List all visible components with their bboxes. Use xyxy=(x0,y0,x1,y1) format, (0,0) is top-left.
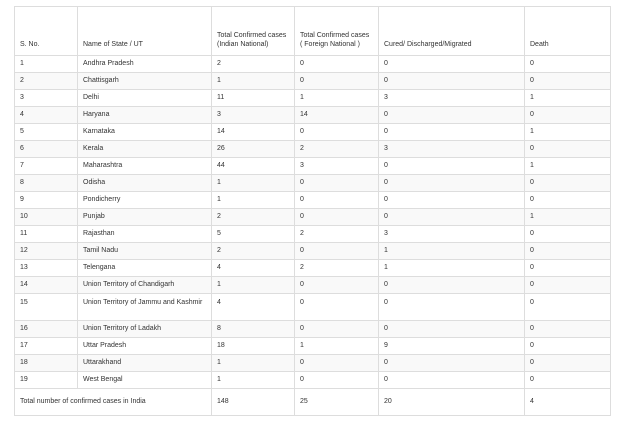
cell-death: 0 xyxy=(525,226,611,243)
cell-indian-cases: 44 xyxy=(212,158,295,175)
cell-cured: 0 xyxy=(379,56,525,73)
cell-indian-cases: 26 xyxy=(212,141,295,158)
cell-foreign-cases: 0 xyxy=(295,294,379,321)
cell-cured: 0 xyxy=(379,277,525,294)
cell-foreign-cases: 0 xyxy=(295,209,379,226)
cell-cured: 0 xyxy=(379,355,525,372)
cell-indian-cases: 11 xyxy=(212,90,295,107)
cell-sno: 15 xyxy=(15,294,78,321)
cell-state: Pondicherry xyxy=(78,192,212,209)
cell-death: 1 xyxy=(525,90,611,107)
table-row xyxy=(15,277,611,294)
cell-sno: 19 xyxy=(15,372,78,389)
cell-death: 0 xyxy=(525,243,611,260)
cell-cured: 0 xyxy=(379,209,525,226)
cell-indian-cases: 14 xyxy=(212,124,295,141)
cell-cured: 0 xyxy=(379,158,525,175)
cell-indian-cases: 2 xyxy=(212,243,295,260)
cell-sno: 9 xyxy=(15,192,78,209)
cell-cured: 1 xyxy=(379,243,525,260)
cell-indian-cases: 18 xyxy=(212,338,295,355)
cell-indian-cases: 4 xyxy=(212,294,295,321)
cell-foreign-cases: 0 xyxy=(295,192,379,209)
cell-state: Maharashtra xyxy=(78,158,212,175)
table-row xyxy=(15,56,611,73)
cell-state: Punjab xyxy=(78,209,212,226)
cases-table-container xyxy=(14,6,610,416)
cell-death: 0 xyxy=(525,355,611,372)
cell-sno: 1 xyxy=(15,56,78,73)
table-row xyxy=(15,73,611,90)
header-state: Name of State / UT xyxy=(78,7,212,56)
cell-state: Uttarakhand xyxy=(78,355,212,372)
cell-state: Andhra Pradesh xyxy=(78,56,212,73)
table-row xyxy=(15,107,611,124)
total-row xyxy=(15,389,611,416)
header-sno: S. No. xyxy=(15,7,78,56)
cell-state: Delhi xyxy=(78,90,212,107)
cell-death: 1 xyxy=(525,209,611,226)
cell-foreign-cases: 1 xyxy=(295,338,379,355)
cell-cured: 0 xyxy=(379,372,525,389)
cell-state: Telengana xyxy=(78,260,212,277)
cell-sno: 6 xyxy=(15,141,78,158)
cell-indian-cases: 1 xyxy=(212,73,295,90)
cell-cured: 0 xyxy=(379,73,525,90)
cell-state: Union Territory of Ladakh xyxy=(78,321,212,338)
cell-death: 0 xyxy=(525,294,611,321)
cell-sno: 3 xyxy=(15,90,78,107)
table-header xyxy=(15,7,611,56)
cell-cured: 9 xyxy=(379,338,525,355)
cell-sno: 5 xyxy=(15,124,78,141)
cell-sno: 18 xyxy=(15,355,78,372)
total-label: Total number of confirmed cases in India xyxy=(15,389,212,416)
cell-indian-cases: 1 xyxy=(212,372,295,389)
table-row xyxy=(15,209,611,226)
table-row xyxy=(15,90,611,107)
total-cured: 20 xyxy=(379,389,525,416)
cell-foreign-cases: 2 xyxy=(295,260,379,277)
cell-state: Union Territory of Chandigarh xyxy=(78,277,212,294)
header-indian-cases: Total Confirmed cases (Indian National) xyxy=(212,7,295,56)
cell-foreign-cases: 0 xyxy=(295,277,379,294)
cell-death: 0 xyxy=(525,107,611,124)
cell-sno: 14 xyxy=(15,277,78,294)
cell-cured: 3 xyxy=(379,90,525,107)
cell-indian-cases: 2 xyxy=(212,56,295,73)
cell-state: Haryana xyxy=(78,107,212,124)
cell-sno: 10 xyxy=(15,209,78,226)
cell-indian-cases: 1 xyxy=(212,175,295,192)
cell-sno: 4 xyxy=(15,107,78,124)
cell-foreign-cases: 0 xyxy=(295,56,379,73)
table-footer xyxy=(15,389,611,416)
cell-foreign-cases: 14 xyxy=(295,107,379,124)
cell-foreign-cases: 2 xyxy=(295,226,379,243)
cell-death: 0 xyxy=(525,56,611,73)
total-indian-cases: 148 xyxy=(212,389,295,416)
cell-indian-cases: 2 xyxy=(212,209,295,226)
cell-sno: 2 xyxy=(15,73,78,90)
table-row xyxy=(15,355,611,372)
cell-indian-cases: 1 xyxy=(212,277,295,294)
cell-state: Uttar Pradesh xyxy=(78,338,212,355)
cell-indian-cases: 4 xyxy=(212,260,295,277)
cell-sno: 8 xyxy=(15,175,78,192)
cell-state: Karnataka xyxy=(78,124,212,141)
table-row xyxy=(15,243,611,260)
cell-foreign-cases: 3 xyxy=(295,158,379,175)
cell-death: 0 xyxy=(525,175,611,192)
cell-foreign-cases: 0 xyxy=(295,73,379,90)
cell-foreign-cases: 0 xyxy=(295,124,379,141)
cell-death: 0 xyxy=(525,277,611,294)
cell-cured: 3 xyxy=(379,141,525,158)
cell-death: 0 xyxy=(525,338,611,355)
cell-cured: 0 xyxy=(379,175,525,192)
cell-cured: 0 xyxy=(379,107,525,124)
table-row xyxy=(15,372,611,389)
table-row xyxy=(15,338,611,355)
table-row xyxy=(15,226,611,243)
table-row xyxy=(15,260,611,277)
cell-death: 0 xyxy=(525,73,611,90)
cell-foreign-cases: 0 xyxy=(295,372,379,389)
table-row xyxy=(15,175,611,192)
total-death: 4 xyxy=(525,389,611,416)
table-row xyxy=(15,141,611,158)
table-body xyxy=(15,56,611,389)
cell-foreign-cases: 0 xyxy=(295,175,379,192)
cell-indian-cases: 3 xyxy=(212,107,295,124)
cell-state: Kerala xyxy=(78,141,212,158)
covid-cases-table xyxy=(14,6,611,416)
cell-death: 0 xyxy=(525,141,611,158)
table-row xyxy=(15,294,611,321)
cell-cured: 0 xyxy=(379,321,525,338)
cell-state: Tamil Nadu xyxy=(78,243,212,260)
cell-state: Union Territory of Jammu and Kashmir xyxy=(78,294,212,321)
cell-cured: 0 xyxy=(379,124,525,141)
cell-foreign-cases: 0 xyxy=(295,321,379,338)
cell-sno: 16 xyxy=(15,321,78,338)
header-foreign-cases: Total Confirmed cases ( Foreign National ) xyxy=(295,7,379,56)
table-row xyxy=(15,124,611,141)
header-death: Death xyxy=(525,7,611,56)
cell-sno: 13 xyxy=(15,260,78,277)
cell-indian-cases: 5 xyxy=(212,226,295,243)
cell-state: West Bengal xyxy=(78,372,212,389)
cell-foreign-cases: 0 xyxy=(295,243,379,260)
cell-death: 1 xyxy=(525,158,611,175)
table-row xyxy=(15,192,611,209)
cell-death: 1 xyxy=(525,124,611,141)
table-row xyxy=(15,158,611,175)
header-row xyxy=(15,7,611,56)
cell-death: 0 xyxy=(525,260,611,277)
cell-state: Rajasthan xyxy=(78,226,212,243)
cell-foreign-cases: 0 xyxy=(295,355,379,372)
cell-sno: 17 xyxy=(15,338,78,355)
cell-cured: 3 xyxy=(379,226,525,243)
cell-indian-cases: 8 xyxy=(212,321,295,338)
cell-state: Chattisgarh xyxy=(78,73,212,90)
cell-death: 0 xyxy=(525,192,611,209)
cell-cured: 0 xyxy=(379,294,525,321)
header-cured: Cured/ Discharged/Migrated xyxy=(379,7,525,56)
total-foreign-cases: 25 xyxy=(295,389,379,416)
cell-death: 0 xyxy=(525,372,611,389)
cell-cured: 1 xyxy=(379,260,525,277)
cell-state: Odisha xyxy=(78,175,212,192)
cell-foreign-cases: 1 xyxy=(295,90,379,107)
cell-death: 0 xyxy=(525,321,611,338)
cell-indian-cases: 1 xyxy=(212,192,295,209)
cell-foreign-cases: 2 xyxy=(295,141,379,158)
cell-cured: 0 xyxy=(379,192,525,209)
cell-sno: 12 xyxy=(15,243,78,260)
cell-indian-cases: 1 xyxy=(212,355,295,372)
cell-sno: 11 xyxy=(15,226,78,243)
cell-sno: 7 xyxy=(15,158,78,175)
table-row xyxy=(15,321,611,338)
